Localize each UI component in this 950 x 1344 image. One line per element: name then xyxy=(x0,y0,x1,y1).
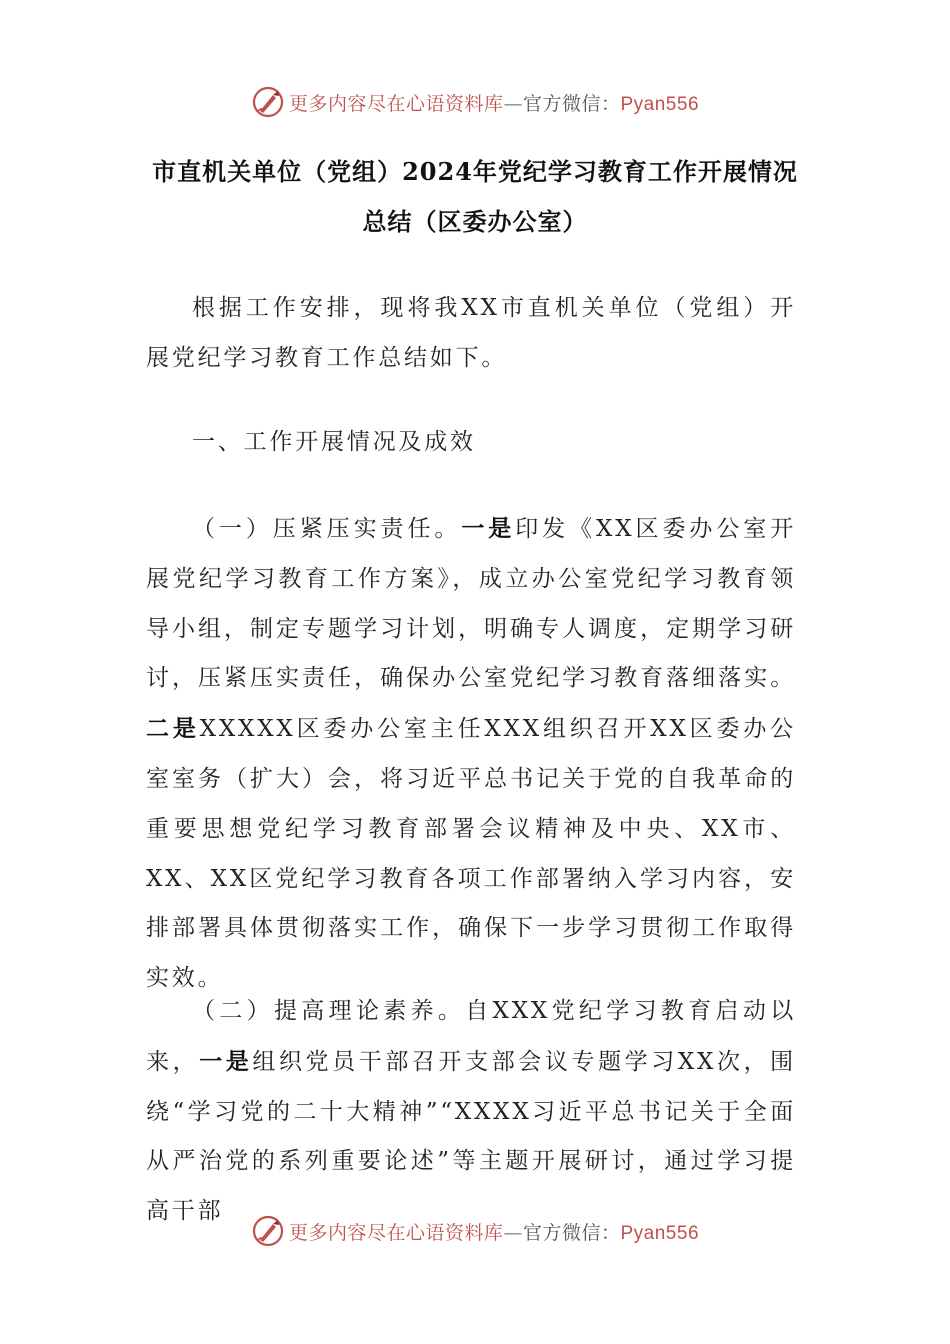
watermark-main: 更多内容尽在心语资料库 xyxy=(288,1221,504,1244)
watermark-wechat-id: Pyan556 xyxy=(620,93,700,115)
section-2-title: （二）提高理论素养。自XXX党纪学习教育启动以来， xyxy=(146,998,796,1075)
watermark-separator: — xyxy=(503,1221,523,1244)
section-1-text-a: 印发《XX区委办公室开展党纪学习教育工作方案》，成立办公室党纪学习教育领导小组，制定专题学习计划，明确专人调度，定期学习研讨，压紧压实责任，确保办公室党纪学习教育落细落实。 xyxy=(146,516,796,692)
watermark-main: 更多内容尽在心语资料库 xyxy=(288,92,504,115)
intro-text: 根据工作安排，现将我XX市直机关单位（党组）开展党纪学习教育工作总结如下。 xyxy=(146,295,796,371)
point-one-label: 一是 xyxy=(461,515,516,542)
quill-pen-logo-icon xyxy=(251,85,285,119)
section-1-paragraph xyxy=(146,504,796,1004)
watermark-footer xyxy=(0,1211,950,1251)
section-2-text: 组织党员干部召开支部会议专题学习XX次，围绕“学习党的二十大精神”“XXXX习近平总书记关于全面从严治党的系列重要论述”等主题开展研讨，通过学习提高干部 xyxy=(146,1048,796,1225)
watermark-label: 官方微信： xyxy=(522,92,621,115)
watermark-label: 官方微信： xyxy=(522,1221,621,1244)
point-two-label: 二是 xyxy=(146,715,200,743)
heading-text: 一、工作开展情况及成效 xyxy=(192,429,476,455)
document-title-line-2: 总结（区委办公室） xyxy=(362,207,588,236)
section-1-text-b: XXXXX区委办公室主任XXX组织召开XX区委办公室室务（扩大）会，将习近平总书记关于党的自我革命的重要思想党纪学习教育部署会议精神及中央、XX市、XX、XX区党纪学习教育各项工作部署纳入学习内容，安排部署具体贯彻落实工作，确保下一步学习贯彻工作取得实效。 xyxy=(146,716,796,992)
section-2-paragraph xyxy=(146,987,796,1237)
quill-pen-logo-icon xyxy=(251,1214,285,1248)
watermark-text xyxy=(289,89,699,116)
section-1-title: （一）压紧压实责任。 xyxy=(192,516,462,542)
watermark-wechat-id: Pyan556 xyxy=(620,1222,700,1244)
watermark-text xyxy=(289,1218,699,1245)
watermark-header xyxy=(0,82,950,122)
point-one-label-2: 一是 xyxy=(199,1047,253,1075)
intro-paragraph xyxy=(146,284,796,384)
section-heading-1 xyxy=(146,418,796,468)
document-title-line-1: 市直机关单位（党组）2024年党纪学习教育工作开展情况 xyxy=(152,157,798,186)
watermark-separator: — xyxy=(503,92,523,115)
